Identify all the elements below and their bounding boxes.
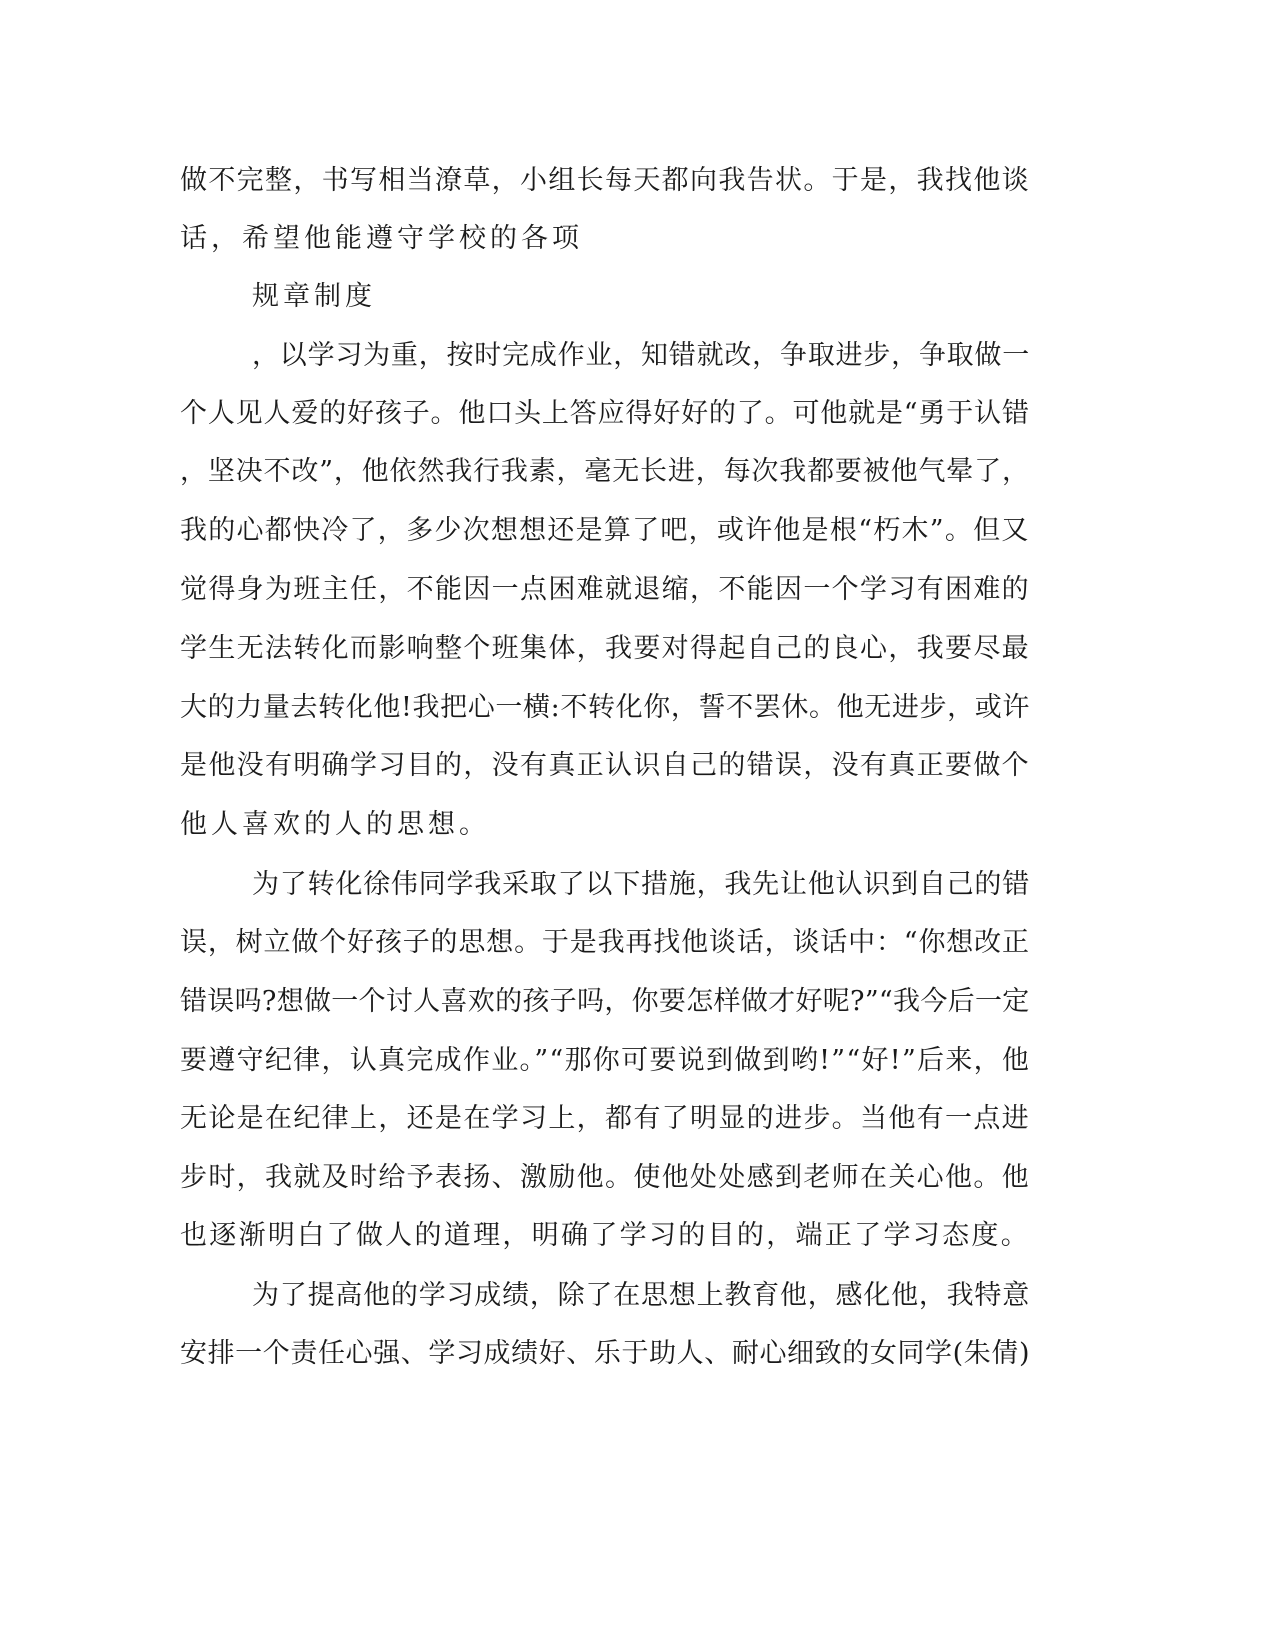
text-line: 话，希望他能遵守学校的各项 <box>180 223 583 254</box>
text-line: 大的力量去转化他!我把心一横:不转化你，誓不罢休。他无进步，或许 <box>180 692 1030 723</box>
text-line: 误，树立做个好孩子的思想。于是我再找他谈话，谈话中：“你想改正 <box>180 927 1030 958</box>
text-line: 学生无法转化而影响整个班集体，我要对得起自己的良心，我要尽最 <box>180 633 1030 664</box>
text-line: 为了提高他的学习成绩，除了在思想上教育他，感化他，我特意 <box>252 1280 1030 1311</box>
text-line: 也逐渐明白了做人的道理，明确了学习的目的，端正了学习态度。 <box>180 1220 1030 1251</box>
text-line: 要遵守纪律，认真完成作业。”“那你可要说到做到哟!”“好!”后来，他 <box>180 1045 1031 1076</box>
text-line: 他人喜欢的人的思想。 <box>180 809 490 840</box>
text-line: 做不完整，书写相当潦草，小组长每天都向我告状。于是，我找他谈 <box>180 165 1030 196</box>
text-line: 无论是在纪律上，还是在学习上，都有了明显的进步。当他有一点进 <box>180 1103 1030 1134</box>
text-line: 个人见人爱的好孩子。他口头上答应得好好的了。可他就是“勇于认错 <box>180 398 1030 429</box>
text-line: 为了转化徐伟同学我采取了以下措施，我先让他认识到自己的错 <box>252 869 1030 900</box>
text-line: 觉得身为班主任，不能因一点困难就退缩，不能因一个学习有困难的 <box>180 574 1030 605</box>
text-line: ，以学习为重，按时完成作业，知错就改，争取进步，争取做一 <box>252 340 1030 371</box>
text-line: ，坚决不改”，他依然我行我素，毫无长进，每次我都要被他气晕了， <box>180 456 1030 487</box>
text-line: 是他没有明确学习目的，没有真正认识自己的错误，没有真正要做个 <box>180 750 1030 781</box>
text-line: 步时，我就及时给予表扬、激励他。使他处处感到老师在关心他。他 <box>180 1162 1030 1193</box>
text-line: 错误吗?想做一个讨人喜欢的孩子吗，你要怎样做才好呢?”“我今后一定 <box>180 986 1030 1017</box>
text-line: 安排一个责任心强、学习成绩好、乐于助人、耐心细致的女同学(朱倩) <box>180 1338 1031 1369</box>
text-line: 规章制度 <box>252 281 376 312</box>
text-line: 我的心都快冷了，多少次想想还是算了吧，或许他是根“朽木”。但又 <box>180 515 1030 546</box>
